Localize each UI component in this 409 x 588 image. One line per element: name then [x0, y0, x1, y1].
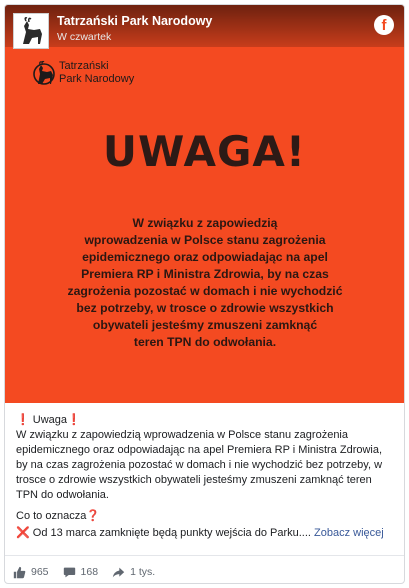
post-text	[16, 413, 398, 541]
announcement-line: obywateli jesteśmy zmuszeni zamknąć	[92, 318, 318, 332]
comment-count: 168	[80, 566, 99, 578]
like-button[interactable]	[13, 566, 49, 579]
question-icon: ❓	[86, 510, 101, 522]
exclamation-icon: ❗	[67, 414, 81, 426]
divider	[5, 555, 404, 556]
poster-headline: UWAGA!	[102, 127, 307, 176]
park-logo-text: Tatrzański Park Narodowy	[59, 60, 135, 85]
share-button[interactable]	[112, 566, 155, 579]
park-logo	[33, 57, 153, 93]
post-image[interactable]	[5, 5, 404, 403]
exclamation-icon: ❗	[16, 414, 30, 426]
post-body-line: TPN do odwołania.	[16, 489, 109, 501]
announcement-line: bez potrzeby, w trosce o zdrowie wszystkich	[76, 301, 334, 315]
post-body-line: W związku z zapowiedzią wprowadzenia w Polsce stanu zagrożenia	[16, 429, 348, 441]
share-count: 1 tys.	[130, 566, 156, 578]
engagement-bar	[13, 563, 169, 581]
post-question: Co to oznacza❓	[16, 510, 101, 522]
share-icon	[112, 566, 125, 579]
post-bullet: ❌ Od 13 marca zamknięte będą punkty wejścia do Parku.... Zobacz więcej	[16, 527, 384, 539]
poster-announcement	[45, 215, 365, 351]
see-more-link[interactable]: Zobacz więcej	[314, 527, 384, 539]
announcement-line: teren TPN do odwołania.	[133, 335, 277, 349]
post-body-line: epidemicznego oraz odpowiadając na apel Premiera RP i Ministra Zdrowia,	[16, 444, 383, 456]
post-card	[4, 4, 405, 584]
post-timestamp[interactable]: W czwartek	[57, 31, 112, 43]
chamois-logo-icon	[33, 57, 57, 87]
post-body-line: trosce o zdrowie wszystkich obywateli jesteśmy zmuszeni zamknąć teren	[16, 474, 372, 486]
announcement-line: zagrożenia pozostać w domach i nie wychodzić	[67, 284, 343, 298]
page-name[interactable]: Tatrzański Park Narodowy	[57, 14, 213, 28]
chamois-logo-icon	[14, 14, 49, 49]
post-body-line: by na czas zagrożenia pozostać w domach i nie wychodzić bez potrzeby, w	[16, 459, 383, 471]
announcement-line: W związku z zapowiedzią	[132, 216, 278, 230]
facebook-icon[interactable]: f	[374, 15, 394, 35]
page-avatar[interactable]	[13, 13, 49, 49]
post-header	[5, 5, 404, 47]
comment-icon	[63, 566, 76, 579]
comment-button[interactable]	[63, 566, 99, 579]
cross-mark-icon: ❌	[16, 527, 30, 539]
post-title: ❗ Uwaga❗	[16, 414, 81, 426]
announcement-line: epidemicznego oraz odpowiadając na apel	[82, 250, 328, 264]
announcement-line: Premiera RP i Ministra Zdrowia, by na czas	[81, 267, 329, 281]
thumbs-up-icon	[13, 566, 26, 579]
announcement-line: wprowadzenia w Polsce stanu zagrożenia	[84, 233, 326, 247]
like-count: 965	[31, 566, 49, 578]
